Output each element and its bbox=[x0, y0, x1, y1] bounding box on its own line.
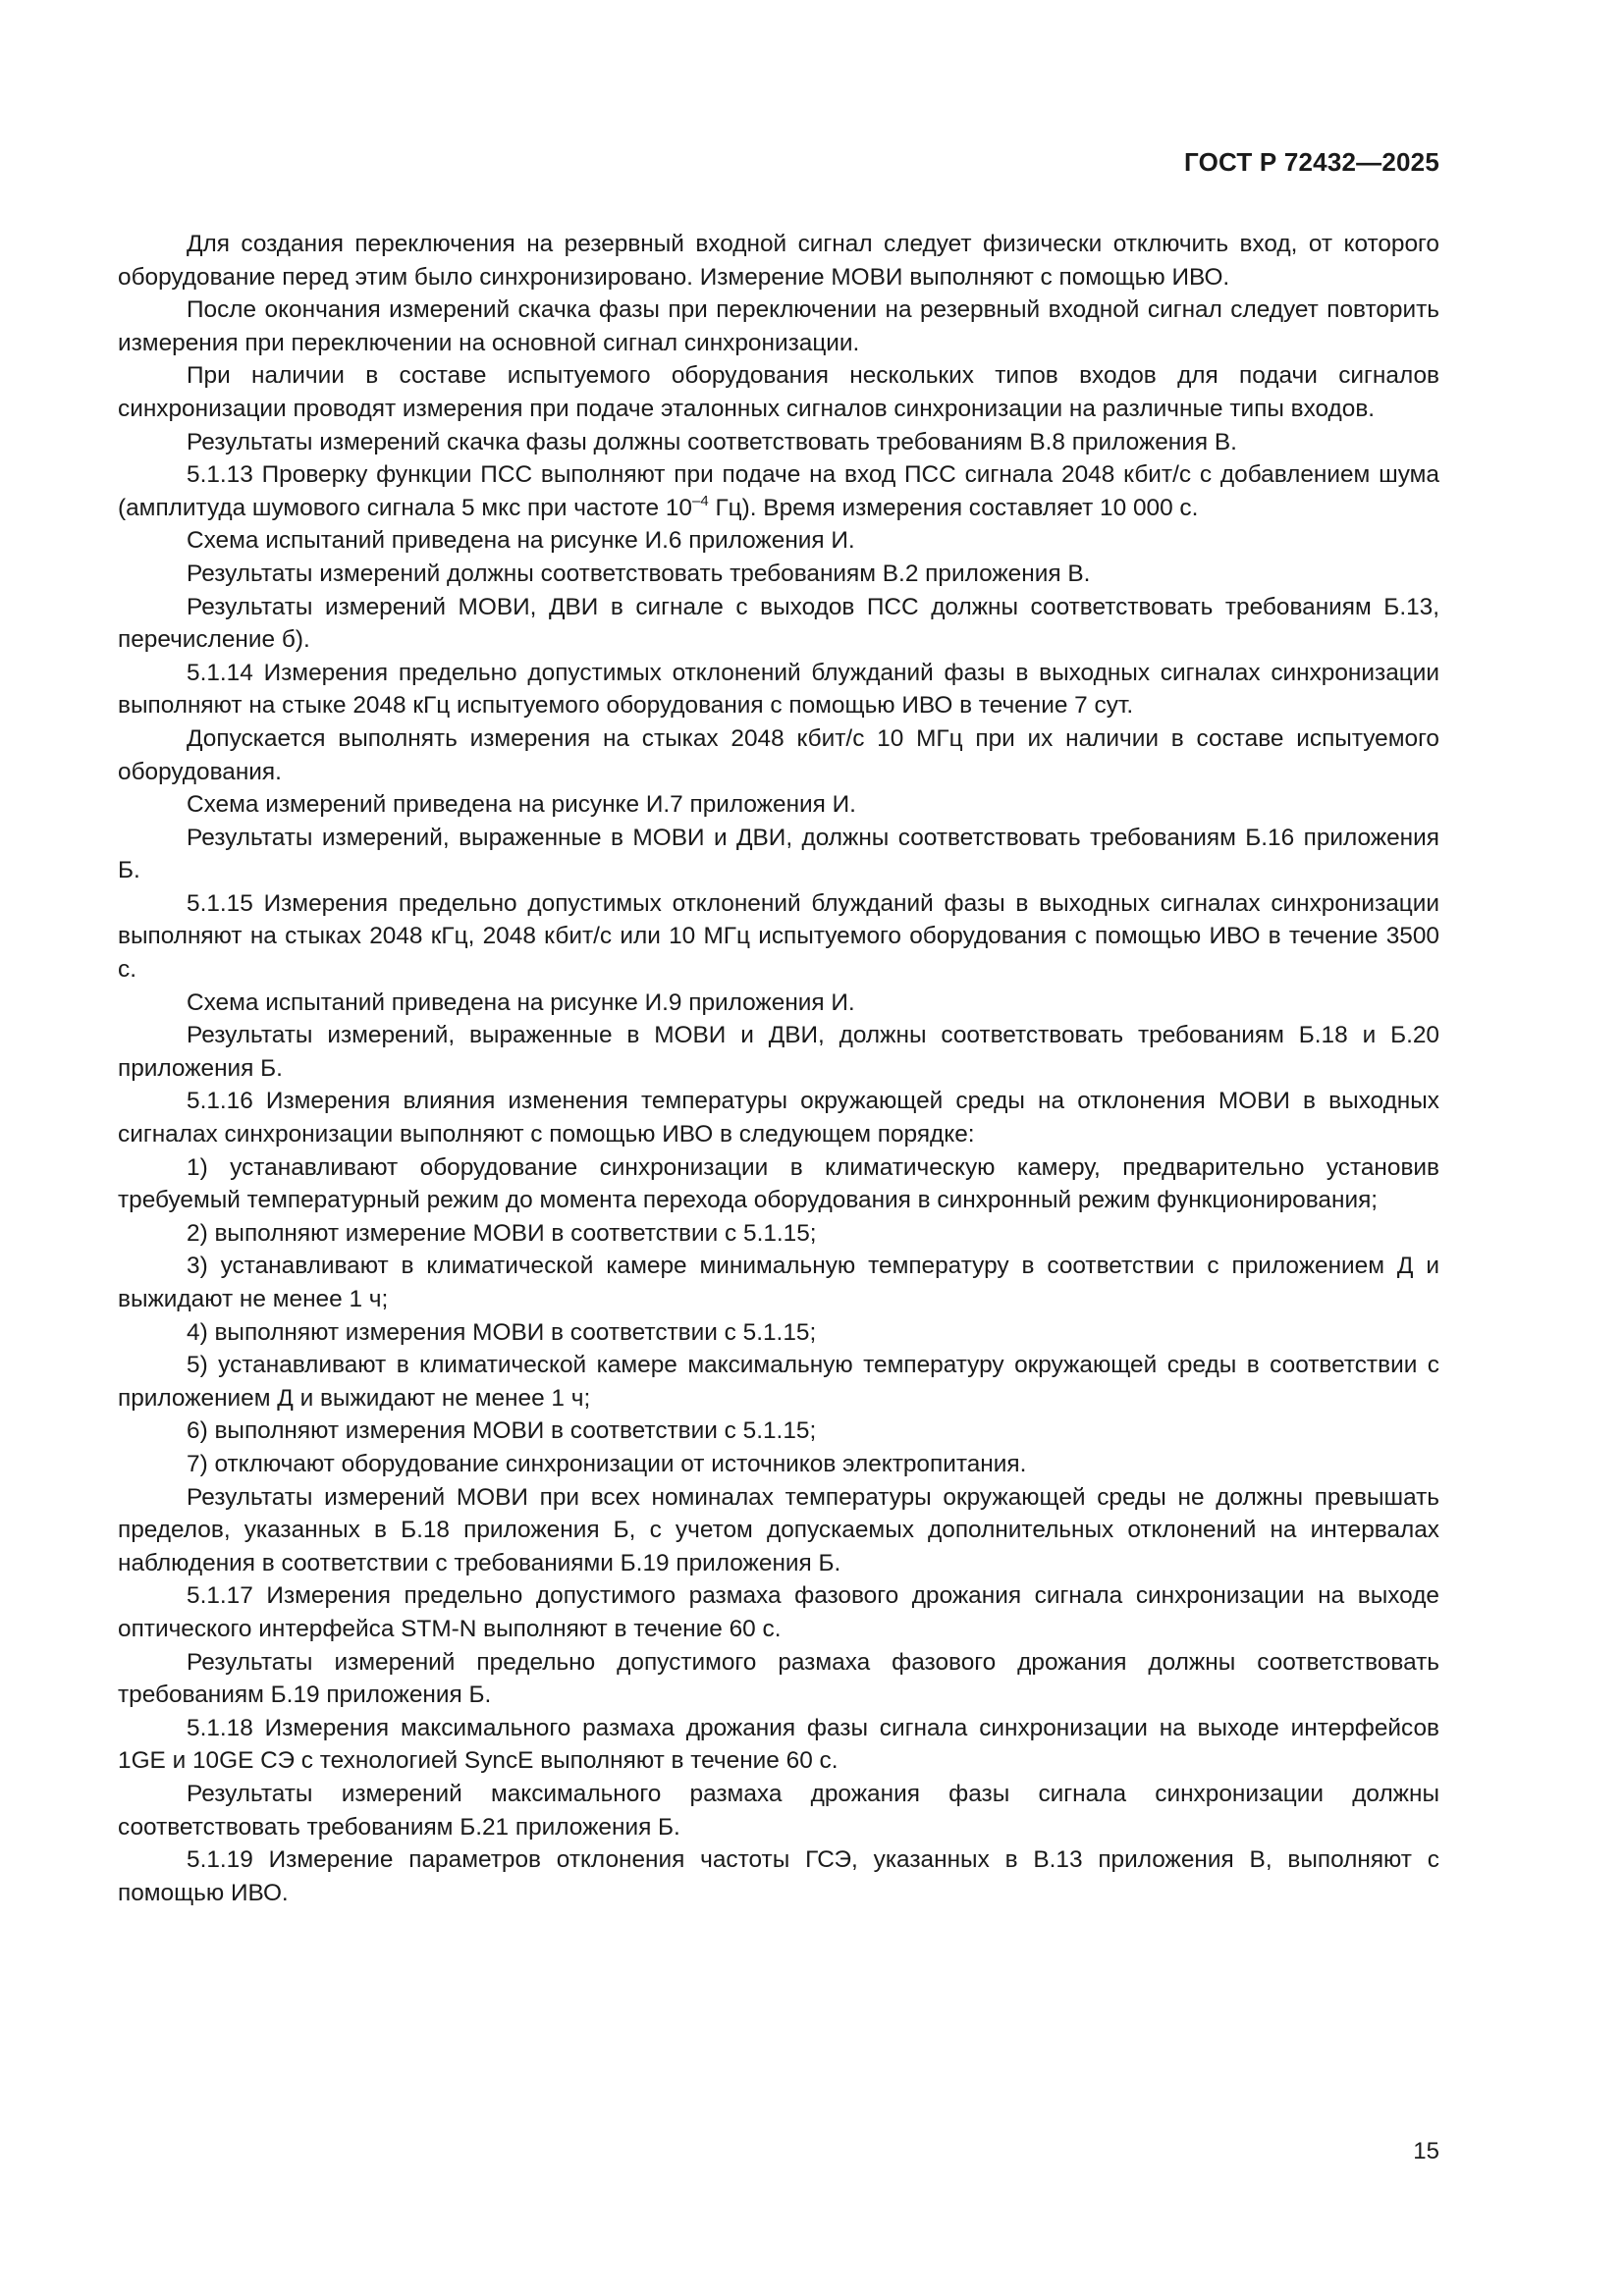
paragraph: Результаты измерений максимального размаха дрожания фазы сигнала синхронизации должны соответствовать требованиям Б.21 приложения Б. bbox=[118, 1780, 1439, 1841]
paragraph: 5.1.15 Измерения предельно допустимых отклонений блужданий фазы в выходных сигналах синхронизации выполняют на стыках 2048 кГц, 2048 кбит/с или 10 МГц испытуемого оборудования с помощью ИВО в течение 3500 с. bbox=[118, 889, 1439, 984]
paragraph-text: 5.1.13 Проверку функции ПСС выполняют при подаче на вход ПСС сигнала 2048 кбит/с с добавлением шума (амплитуда шумового сигнала 5 мкс при частоте 10 bbox=[118, 461, 1439, 521]
superscript-exponent: –4 bbox=[691, 492, 709, 509]
page-number: 15 bbox=[1413, 2138, 1439, 2164]
list-item: 3) устанавливают в климатической камере минимальную температуру в соответствии с приложением Д и выжидают не менее 1 ч; bbox=[118, 1253, 1439, 1312]
list-item: 1) устанавливают оборудование синхронизации в климатическую камеру, предварительно установив требуемый температурный режим до момента перехода оборудования в синхронный режим функционирования; bbox=[118, 1153, 1439, 1214]
paragraph: Результаты измерений скачка фазы должны соответствовать требованиям В.8 приложения В. bbox=[187, 428, 1237, 455]
list-item: 7) отключают оборудование синхронизации от источников электропитания. bbox=[187, 1450, 1027, 1477]
paragraph: Результаты измерений МОВИ при всех номиналах температуры окружающей среды не должны превышать пределов, указанных в Б.18 приложения Б, с учетом допускаемых дополнительных отклонений на интервалах наблюдения в соответствии с требованиями Б.19 приложения Б. bbox=[118, 1483, 1439, 1576]
paragraph-text: Гц). Время измерения составляет 10 000 с. bbox=[708, 494, 1199, 521]
paragraph: Результаты измерений должны соответствовать требованиям В.2 приложения В. bbox=[187, 560, 1091, 587]
paragraph-5-1-13 bbox=[118, 458, 1439, 524]
paragraph: Допускается выполнять измерения на стыках 2048 кбит/с 10 МГц при их наличии в составе испытуемого оборудования. bbox=[118, 724, 1439, 785]
paragraph: Схема измерений приведена на рисунке И.7 приложения И. bbox=[187, 791, 856, 819]
paragraph: 5.1.18 Измерения максимального размаха дрожания фазы сигнала синхронизации на выходе интерфейсов 1GE и 10GE СЭ с технологией SyncE выполняют в течение 60 с. bbox=[118, 1714, 1439, 1775]
paragraph: 5.1.19 Измерение параметров отклонения частоты ГСЭ, указанных в В.13 приложения В, выполняют с помощью ИВО. bbox=[118, 1846, 1439, 1906]
paragraph: Результаты измерений, выраженные в МОВИ и ДВИ, должны соответствовать требованиям Б.16 приложения Б. bbox=[118, 824, 1439, 884]
list-item: 6) выполняют измерения МОВИ в соответствии с 5.1.15; bbox=[187, 1417, 817, 1445]
list-item: 4) выполняют измерения МОВИ в соответствии с 5.1.15; bbox=[187, 1318, 817, 1346]
paragraph: Для создания переключения на резервный входной сигнал следует физически отключить вход, от которого оборудование перед этим было синхронизировано. Измерение МОВИ выполняют с помощью ИВО. bbox=[118, 231, 1439, 291]
document-body bbox=[118, 228, 1439, 1909]
paragraph: При наличии в составе испытуемого оборудования нескольких типов входов для подачи сигналов синхронизации проводят измерения при подаче эталонных сигналов синхронизации на различные типы входов. bbox=[118, 362, 1439, 422]
paragraph: Результаты измерений, выраженные в МОВИ и ДВИ, должны соответствовать требованиям Б.18 и Б.20 приложения Б. bbox=[118, 1022, 1439, 1082]
paragraph: Схема испытаний приведена на рисунке И.6 приложения И. bbox=[187, 527, 855, 555]
paragraph: 5.1.14 Измерения предельно допустимых отклонений блужданий фазы в выходных сигналах синхронизации выполняют на стыке 2048 кГц испытуемого оборудования с помощью ИВО в течение 7 сут. bbox=[118, 659, 1439, 720]
paragraph: Результаты измерений предельно допустимого размаха фазового дрожания должны соответствовать требованиям Б.19 приложения Б. bbox=[118, 1648, 1439, 1709]
paragraph: После окончания измерений скачка фазы при переключении на резервный входной сигнал следует повторить измерения при переключении на основной сигнал синхронизации. bbox=[118, 296, 1439, 356]
paragraph: Результаты измерений МОВИ, ДВИ в сигнале с выходов ПСС должны соответствовать требованиям Б.13, перечисление б). bbox=[118, 593, 1439, 654]
paragraph: Схема испытаний приведена на рисунке И.9 приложения И. bbox=[187, 988, 855, 1016]
paragraph: 5.1.17 Измерения предельно допустимого размаха фазового дрожания сигнала синхронизации на выходе оптического интерфейса STM-N выполняют в течение 60 с. bbox=[118, 1582, 1439, 1642]
list-item: 5) устанавливают в климатической камере максимальную температуру окружающей среды в соответствии с приложением Д и выжидают не менее 1 ч; bbox=[118, 1352, 1439, 1412]
document-code-header: ГОСТ Р 72432—2025 bbox=[1184, 147, 1439, 177]
list-item: 2) выполняют измерение МОВИ в соответствии с 5.1.15; bbox=[187, 1219, 817, 1247]
paragraph: 5.1.16 Измерения влияния изменения температуры окружающей среды на отклонения МОВИ в выходных сигналах синхронизации выполняют с помощью ИВО в следующем порядке: bbox=[118, 1088, 1439, 1148]
